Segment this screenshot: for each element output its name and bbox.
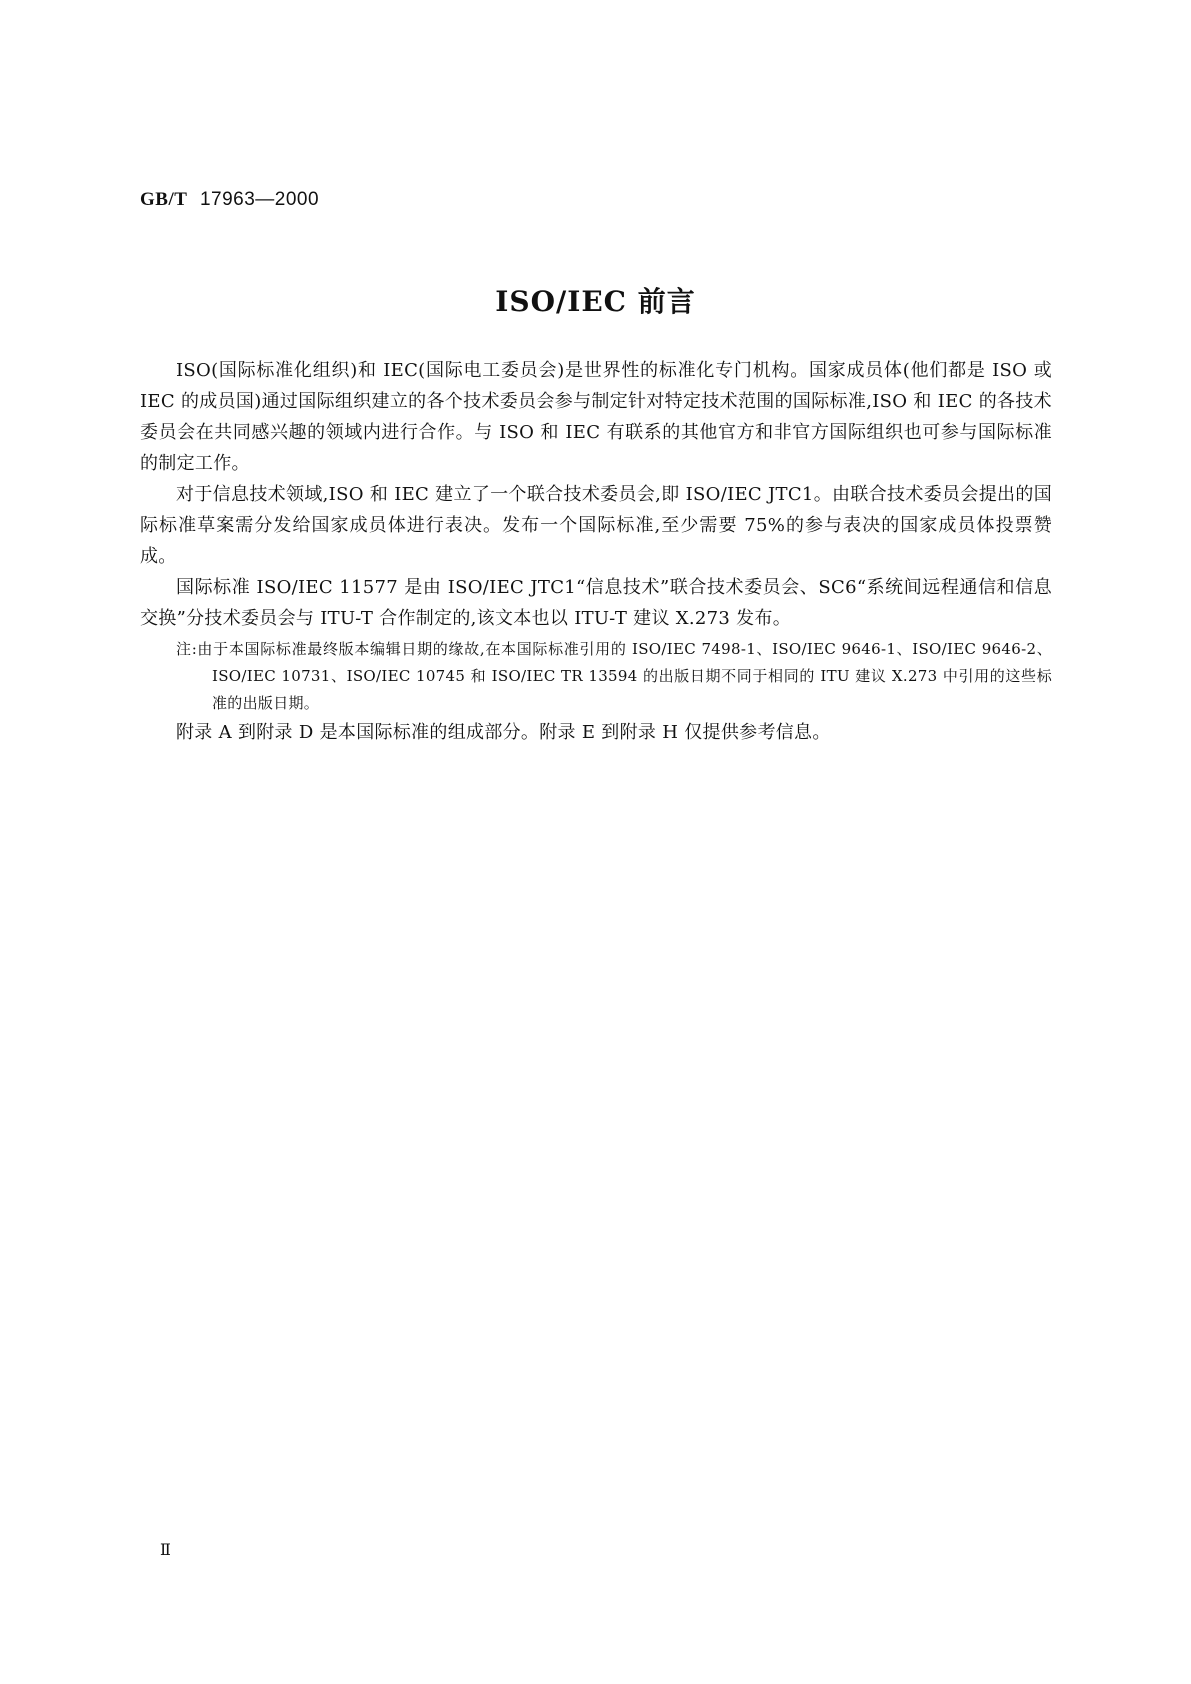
paragraph-3: 国际标准 ISO/IEC 11577 是由 ISO/IEC JTC1“信息技术”联合技术委员会、SC6“系统间远程通信和信息交换”分技术委员会与 ITU-T 合作制定的,该文本也以 ITU-T 建议 X.273 发布。 xyxy=(140,577,1052,629)
standard-number: 17963—2000 xyxy=(199,189,320,210)
page-title: ISO/IEC 前言 xyxy=(495,285,696,318)
note-text: 由于本国际标准最终版本编辑日期的缘故,在本国际标准引用的 ISO/IEC 7498-1、ISO/IEC 9646-1、ISO/IEC 9646-2、ISO/IEC 10731、ISO/IEC 10745 和 ISO/IEC TR 13594 的出版日期不同于相同的 ITU 建议 X.273 中引用的这些标准的出版日期。 xyxy=(197,640,1052,712)
note-label: 注: xyxy=(176,640,198,658)
standard-code: GB/T xyxy=(140,189,188,210)
document-body xyxy=(140,355,1052,748)
paragraph-annexes: 附录 A 到附录 D 是本国际标准的组成部分。附录 E 到附录 H 仅提供参考信息。 xyxy=(176,722,831,743)
page-number: Ⅱ xyxy=(160,1540,171,1559)
paragraph-2: 对于信息技术领域,ISO 和 IEC 建立了一个联合技术委员会,即 ISO/IEC JTC1。由联合技术委员会提出的国际标准草案需分发给国家成员体进行表决。发布一个国际标准,至少需要 75%的参与表决的国家成员体投票赞成。 xyxy=(140,484,1052,567)
note xyxy=(140,636,1052,717)
paragraph-1: ISO(国际标准化组织)和 IEC(国际电工委员会)是世界性的标准化专门机构。国家成员体(他们都是 ISO 或 IEC 的成员国)通过国际组织建立的各个技术委员会参与制定针对特定技术范围的国际标准,ISO 和 IEC 的各技术委员会在共同感兴趣的领域内进行合作。与 ISO 和 IEC 有联系的其他官方和非官方国际组织也可参与国际标准的制定工作。 xyxy=(140,360,1052,474)
document-header xyxy=(140,188,319,211)
